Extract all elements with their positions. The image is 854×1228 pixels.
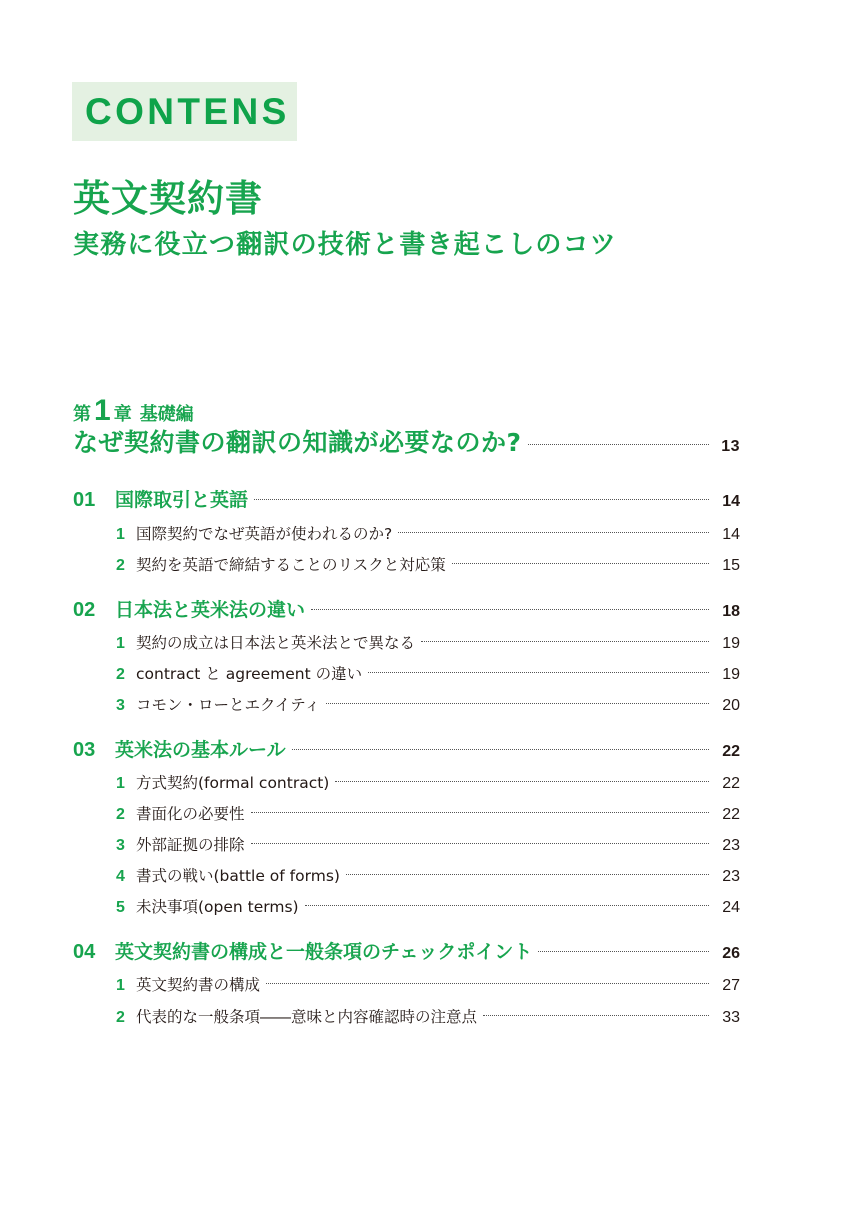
item-number: 1: [116, 526, 125, 543]
dot-leader: [398, 532, 709, 533]
item-number: 2: [116, 806, 125, 823]
dot-leader: [305, 905, 709, 906]
item-number: 1: [116, 977, 125, 994]
page-number: 27: [722, 977, 740, 994]
section-number: 01: [73, 489, 96, 511]
dot-leader: [452, 563, 709, 564]
item-number: 5: [116, 899, 125, 916]
section-title: 英文契約書の構成と一般条項のチェックポイント: [115, 941, 533, 963]
dot-leader: [266, 983, 709, 984]
item-number: 4: [116, 868, 125, 885]
dot-leader: [538, 951, 709, 952]
item-title: 方式契約(formal contract): [136, 774, 330, 792]
section-number: 03: [73, 739, 96, 761]
item-number: 3: [116, 697, 125, 714]
chapter-number: 1: [94, 394, 111, 427]
dot-leader: [326, 703, 709, 704]
toc-item-03-2[interactable]: [116, 802, 740, 827]
item-title: 英文契約書の構成: [136, 976, 261, 994]
item-number: 2: [116, 557, 125, 574]
item-title: 契約を英語で締結することのリスクと対応策: [136, 556, 446, 574]
item-title: 契約の成立は日本法と英米法とで異なる: [136, 634, 416, 652]
toc-item-02-1[interactable]: [116, 631, 740, 656]
toc-item-01-1[interactable]: [116, 522, 740, 547]
item-number: 1: [116, 775, 125, 792]
toc-section-03[interactable]: [73, 736, 740, 766]
dot-leader: [335, 781, 709, 782]
chapter-heading-title: なぜ契約書の翻訳の知識が必要なのか?: [73, 428, 522, 457]
page-number: 13: [721, 438, 740, 455]
page-number: 14: [722, 493, 740, 510]
item-number: 2: [116, 666, 125, 683]
item-title: 書式の戦い(battle of forms): [136, 867, 340, 885]
item-number: 3: [116, 837, 125, 854]
chapter-suffix: 章: [113, 404, 132, 425]
dot-leader: [483, 1015, 709, 1016]
page-number: 23: [722, 837, 740, 854]
page-number: 26: [722, 945, 740, 962]
item-number: 2: [116, 1009, 125, 1026]
page-number: 19: [722, 666, 740, 683]
toc-item-02-3[interactable]: [116, 693, 740, 718]
page-number: 24: [722, 899, 740, 916]
dot-leader: [528, 444, 709, 445]
toc-item-03-1[interactable]: [116, 771, 740, 796]
page-number: 15: [722, 557, 740, 574]
item-title: コモン・ローとエクイティ: [136, 696, 320, 714]
page-number: 33: [722, 1009, 740, 1026]
toc-section-01[interactable]: [73, 486, 740, 516]
item-number: 1: [116, 635, 125, 652]
item-title: 外部証拠の排除: [136, 836, 245, 854]
toc-item-04-1[interactable]: [116, 973, 740, 998]
section-number: 04: [73, 941, 96, 963]
page-number: 20: [722, 697, 740, 714]
dot-leader: [254, 499, 709, 500]
toc-item-01-2[interactable]: [116, 553, 740, 578]
toc-item-03-5[interactable]: [116, 895, 740, 920]
contents-label: CONTENS: [85, 91, 290, 132]
dot-leader: [311, 609, 709, 610]
chapter-prefix: 第: [73, 404, 91, 425]
dot-leader: [292, 749, 709, 750]
dot-leader: [421, 641, 709, 642]
page-number: 18: [722, 603, 740, 620]
item-title: 未決事項(open terms): [136, 898, 299, 916]
dot-leader: [368, 672, 709, 673]
page-number: 22: [722, 806, 740, 823]
book-title: 英文契約書: [73, 177, 263, 220]
contents-label-box: [72, 82, 297, 141]
item-title: 国際契約でなぜ英語が使われるのか?: [136, 525, 393, 543]
section-title: 日本法と英米法の違い: [115, 599, 306, 621]
item-title: contract と agreement の違い: [136, 665, 363, 683]
item-title: 書面化の必要性: [136, 805, 245, 823]
toc-item-03-3[interactable]: [116, 833, 740, 858]
toc-section-04[interactable]: [73, 938, 740, 968]
item-title: 代表的な一般条項――意味と内容確認時の注意点: [136, 1008, 478, 1026]
toc-item-04-2[interactable]: [116, 1005, 740, 1030]
page-number: 22: [722, 743, 740, 760]
dot-leader: [251, 843, 709, 844]
page-number: 23: [722, 868, 740, 885]
dot-leader: [251, 812, 709, 813]
toc-item-03-4[interactable]: [116, 864, 740, 889]
section-title: 国際取引と英語: [115, 489, 249, 511]
section-number: 02: [73, 599, 96, 621]
book-subtitle: 実務に役立つ翻訳の技術と書き起こしのコツ: [73, 230, 618, 260]
toc-item-02-2[interactable]: [116, 662, 740, 687]
page-number: 22: [722, 775, 740, 792]
page-number: 14: [722, 526, 740, 543]
chapter-name: 基礎編: [139, 404, 194, 425]
toc-section-02[interactable]: [73, 596, 740, 626]
toc-chapter-heading[interactable]: [73, 424, 740, 466]
dot-leader: [346, 874, 709, 875]
section-title: 英米法の基本ルール: [115, 739, 286, 761]
page-number: 19: [722, 635, 740, 652]
